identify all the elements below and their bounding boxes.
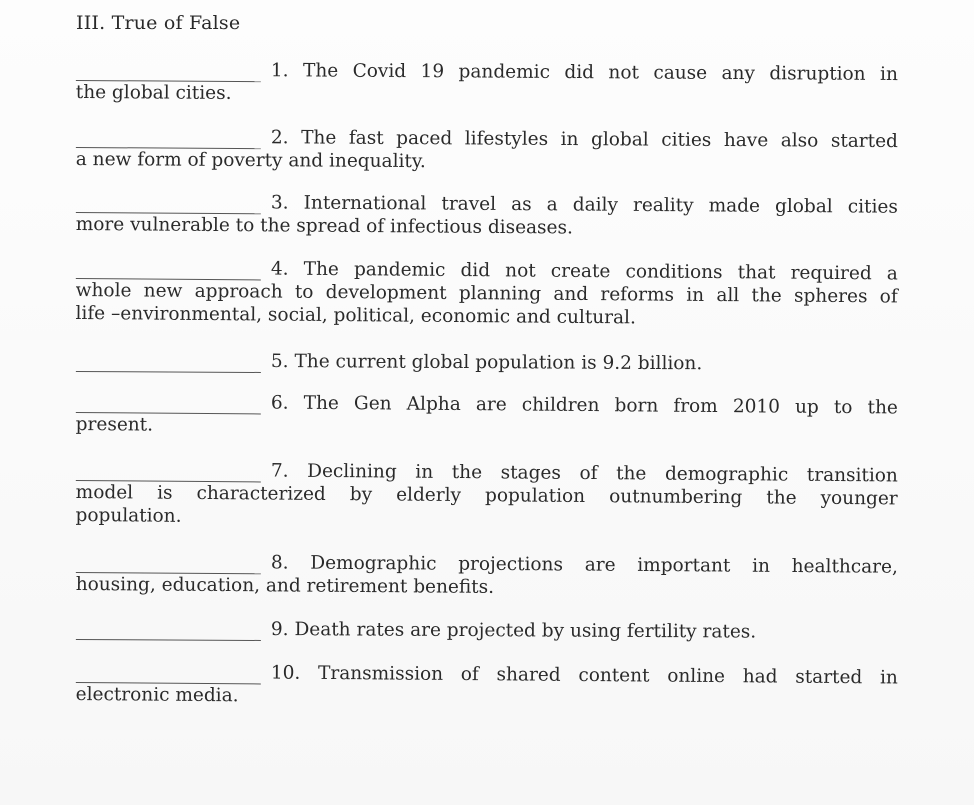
question-continuation-1a: the global cities. [75, 81, 232, 104]
question-item-6 [76, 390, 898, 442]
question-text-9: 9. Death rates are projected by using fertility rates. [270, 619, 757, 643]
question-text-5: 5. The current global population is 9.2 billion. [270, 351, 703, 375]
question-continuation-6a: present. [75, 413, 154, 436]
question-continuation-2a: a new form of poverty and inequality. [75, 148, 426, 173]
question-item-5 [76, 349, 898, 376]
question-text-8: 8. Demographic projections are important in healthcare, [270, 552, 898, 578]
question-item-9 [76, 617, 898, 644]
question-item-3 [76, 190, 898, 242]
question-continuation-4a: whole new approach to development planning and reforms in all the spheres of [75, 279, 898, 308]
question-item-7 [75, 458, 898, 533]
question-text-6: 6. The Gen Alpha are children born from 2010 up to the [270, 392, 898, 419]
question-continuation-10a: electronic media. [75, 683, 239, 707]
question-continuation-7a: model is characterized by elderly population outnumbering the younger [75, 481, 898, 510]
question-text-1: 1. The Covid 19 pandemic did not cause any disruption in [270, 60, 898, 86]
question-item-1 [76, 58, 898, 109]
question-text-7: 7. Declining in the stages of the demographic transition [270, 460, 898, 487]
answer-blank-5[interactable] [76, 361, 261, 373]
question-text-10: 10. Transmission of shared content online had started in [270, 662, 898, 689]
answer-blank-9[interactable] [76, 629, 261, 641]
question-continuation-3a: more vulnerable to the spread of infectious diseases. [75, 213, 573, 239]
question-item-2 [76, 125, 898, 176]
question-item-10 [76, 660, 898, 712]
question-text-3: 3. International travel as a daily reality made global cities [270, 192, 898, 218]
question-text-4: 4. The pandemic did not create conditions that required a [270, 258, 898, 285]
question-text-2: 2. The fast paced lifestyles in global cities have also started [270, 127, 898, 153]
question-item-8 [76, 550, 898, 602]
question-continuation-7b: population. [75, 504, 182, 527]
question-continuation-4b: life –environmental, social, political, economic and cultural. [75, 302, 636, 329]
section-title: III. True of False [76, 12, 241, 34]
question-item-4 [75, 256, 898, 331]
question-continuation-8a: housing, education, and retirement benefits. [75, 573, 495, 598]
